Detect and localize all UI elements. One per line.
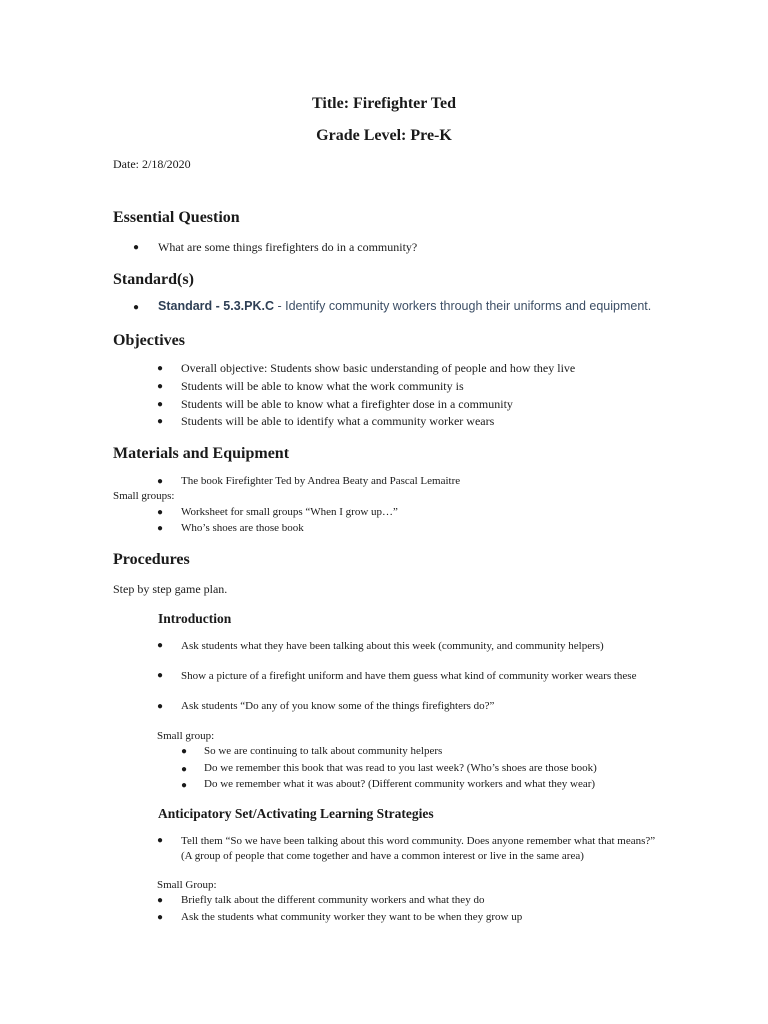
bullet-icon: ● — [157, 399, 164, 410]
standards-heading: Standard(s) — [113, 271, 194, 288]
objective-item: Students will be able to identify what a community worker wears — [181, 414, 495, 428]
introduction-item: Show a picture of a firefight uniform and have them guess what kind of community worker wears these — [181, 670, 637, 682]
introduction-small-item: Do we remember this book that was read to you last week? (Who’s shoes are those book) — [204, 762, 597, 774]
document-title: Title: Firefighter Ted — [312, 95, 456, 112]
bullet-icon: ● — [157, 381, 164, 392]
bullet-icon: ● — [157, 835, 164, 846]
bullet-icon: ● — [133, 242, 140, 253]
objective-item: Students will be able to know what the work community is — [181, 379, 464, 393]
bullet-icon: ● — [157, 507, 164, 518]
introduction-small-item: So we are continuing to talk about community helpers — [204, 745, 443, 757]
bullet-icon: ● — [181, 780, 188, 791]
material-small-item: Who’s shoes are those book — [181, 522, 304, 534]
introduction-item: Ask students what they have been talking about this week (community, and community helpers) — [181, 640, 604, 652]
bullet-icon: ● — [157, 895, 164, 906]
anticipatory-small-label: Small Group: — [157, 879, 217, 891]
bullet-icon: ● — [157, 701, 164, 712]
bullet-icon: ● — [157, 640, 164, 651]
anticipatory-item: Tell them “So we have been talking about this word community. Does anyone remember what that means?” (A group of people that come together and have a common interest or live in the same area) — [181, 835, 656, 862]
standard-label: Standard - 5.3.PK.C — [158, 299, 274, 313]
objective-item: Overall objective: Students show basic understanding of people and how they live — [181, 361, 576, 375]
bullet-icon: ● — [157, 363, 164, 374]
essential-question-heading: Essential Question — [113, 209, 240, 226]
standard-text: - Identify community workers through their uniforms and equipment. — [274, 299, 652, 313]
bullet-icon: ● — [157, 912, 164, 923]
introduction-small-item: Do we remember what it was about? (Different community workers and what they wear) — [204, 778, 596, 790]
procedures-intro-text: Step by step game plan. — [113, 582, 228, 596]
materials-heading: Materials and Equipment — [113, 445, 290, 462]
procedures-heading: Procedures — [113, 551, 190, 568]
bullet-icon: ● — [181, 764, 188, 775]
bullet-icon: ● — [157, 523, 164, 534]
anticipatory-small-item: Briefly talk about the different community workers and what they do — [181, 894, 485, 906]
grade-level: Grade Level: Pre-K — [316, 127, 452, 144]
bullet-icon: ● — [181, 746, 188, 757]
essential-question-item: What are some things firefighters do in a community? — [158, 240, 418, 254]
material-small-item: Worksheet for small groups “When I grow up…” — [181, 506, 398, 518]
small-groups-label: Small groups: — [113, 490, 175, 502]
introduction-small-label: Small group: — [157, 730, 215, 742]
anticipatory-heading: Anticipatory Set/Activating Learning Strategies — [158, 806, 434, 821]
anticipatory-small-item: Ask the students what community worker they want to be when they grow up — [181, 911, 523, 923]
introduction-item: Ask students “Do any of you know some of the things firefighters do?” — [181, 700, 495, 712]
material-item: The book Firefighter Ted by Andrea Beaty and Pascal Lemaitre — [181, 475, 461, 487]
bullet-icon: ● — [157, 416, 164, 427]
bullet-icon: ● — [157, 670, 164, 681]
objectives-heading: Objectives — [113, 332, 185, 349]
objective-item: Students will be able to know what a firefighter dose in a community — [181, 397, 513, 411]
date-line: Date: 2/18/2020 — [113, 157, 191, 171]
standard-item — [158, 299, 651, 313]
bullet-icon: ● — [157, 476, 164, 487]
introduction-heading: Introduction — [158, 611, 232, 626]
bullet-icon: ● — [133, 302, 140, 313]
